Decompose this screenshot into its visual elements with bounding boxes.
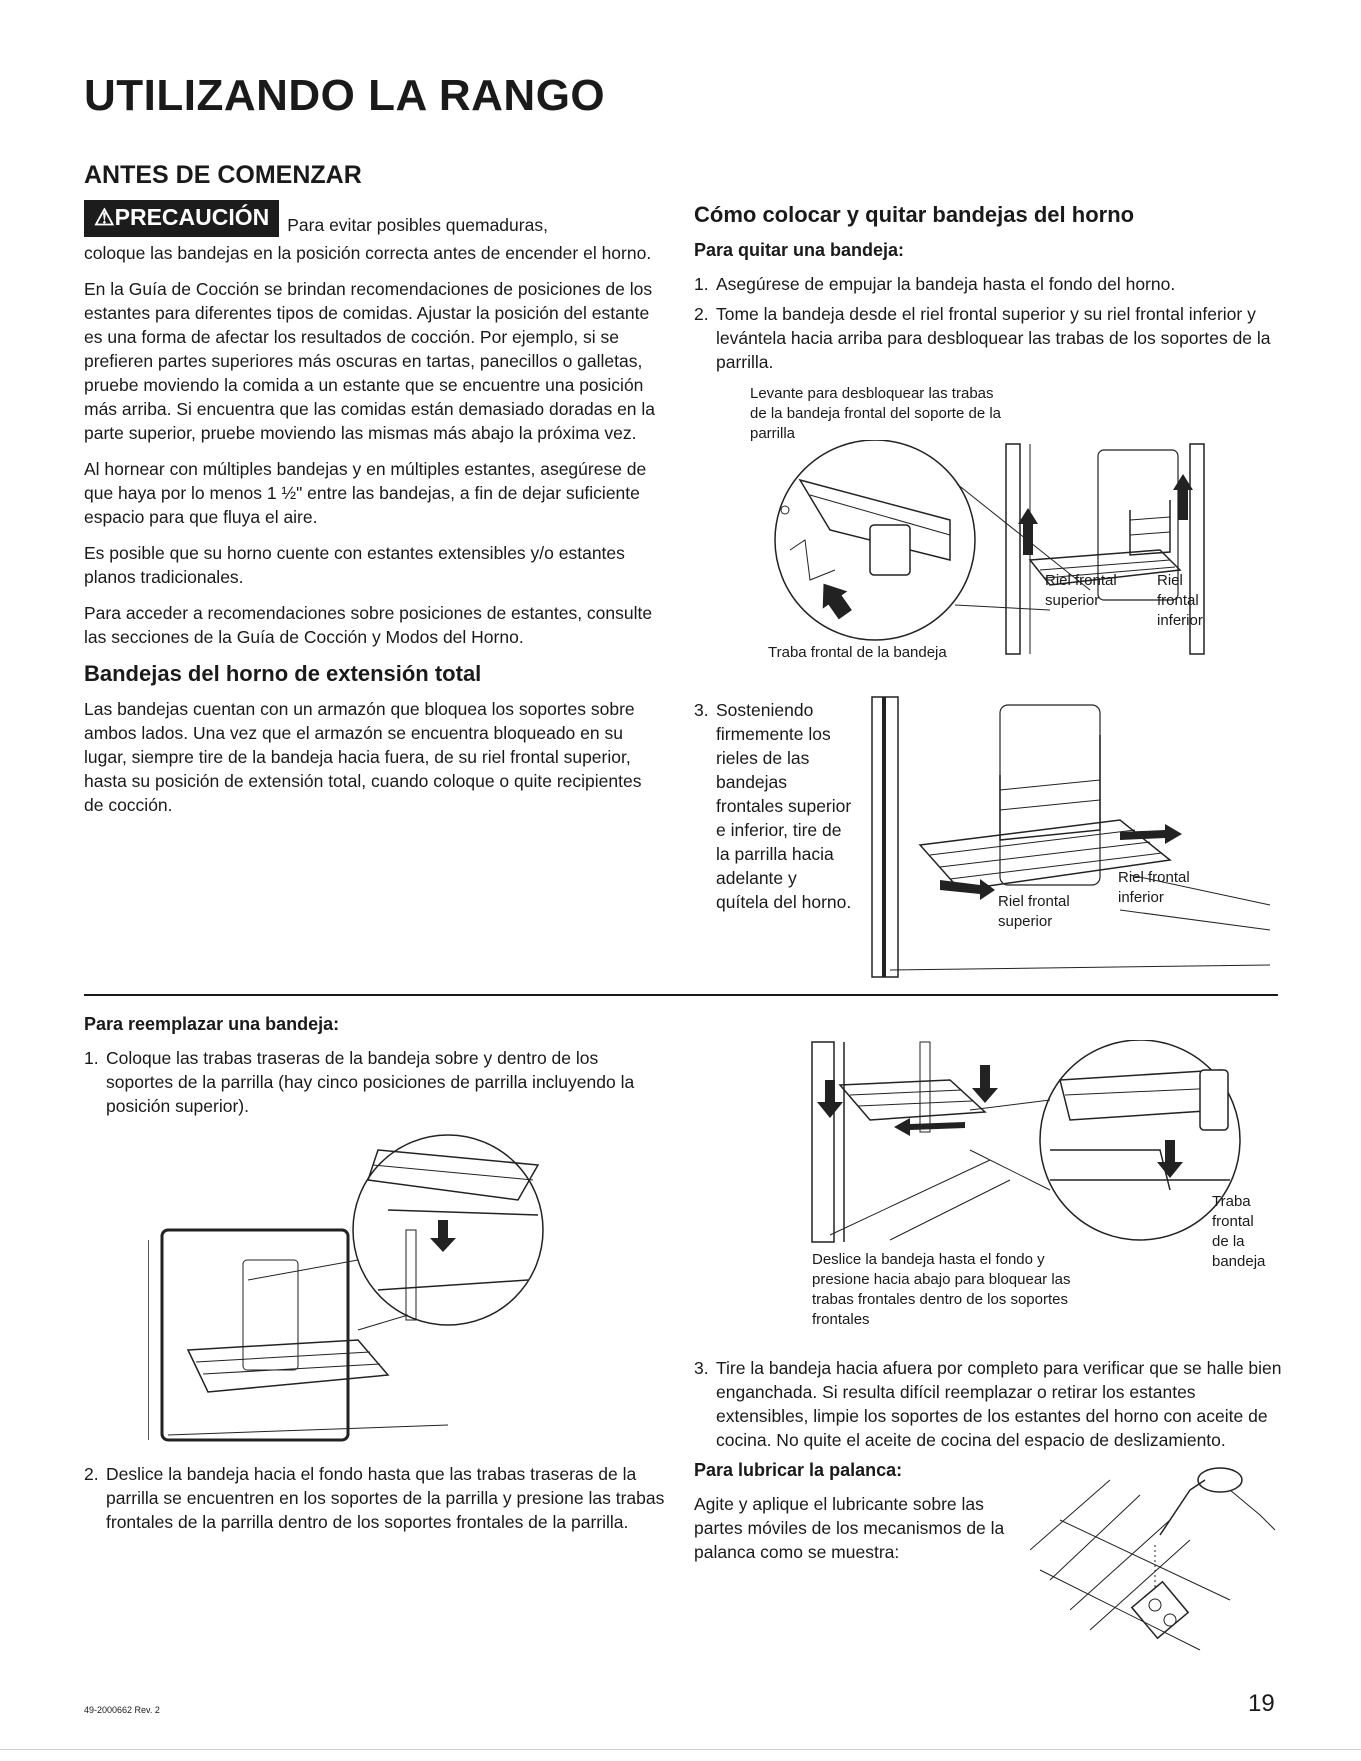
full-extension-heading: Bandejas del horno de extensión total	[84, 661, 482, 686]
figure-1-label-latch: Traba frontal de la bandeja	[768, 644, 947, 661]
paragraph-multiple-racks: Al hornear con múltiples bandejas y en múltiples estantes, asegúrese de que haya por lo menos 1 ½" entre las bandejas, a fin de dejar suficiente espacio para que fluya el aire.	[84, 459, 647, 527]
figure-4-lock-rack	[810, 1040, 1280, 1270]
section-heading: ANTES DE COMENZAR	[84, 161, 362, 189]
figure-1-remove-rack	[750, 440, 1220, 665]
caution-text-1: Para evitar posibles quemaduras,	[287, 215, 548, 235]
right-column	[694, 202, 1284, 380]
page-title: UTILIZANDO LA RANGO	[84, 71, 606, 120]
figure-1-caption: Levante para desbloquear las trabas de la bandeja frontal del soporte de la parrilla	[750, 385, 1002, 442]
figure-4-label-latch: Traba frontal de la bandeja	[1212, 1193, 1266, 1270]
remove-step-3	[694, 698, 854, 920]
figure-2-pull-rack	[870, 695, 1280, 980]
list-item: 1. Coloque las trabas traseras de la bandeja sobre y dentro de los soportes de la parrilla (hay cinco posiciones de parrilla incluyendo la posición superior).	[84, 1047, 635, 1116]
paragraph-recommendations: Para acceder a recomendaciones sobre posiciones de estantes, consulte las secciones de la Guía de Cocción y Modos del Horno.	[84, 603, 653, 647]
section-divider	[84, 994, 1278, 996]
caution-badge: ⚠PRECAUCIÓN	[84, 200, 279, 237]
list-item: 3. Sosteniendo firmemente los rieles de las bandejas frontales superior e inferior, tire de la parrilla hacia adelante y quítela del horno.	[694, 700, 852, 912]
lubricate-text: Agite y aplique el lubricante sobre las partes móviles de los mecanismos de la palanca como se muestra:	[694, 1493, 1005, 1562]
list-item: 2. Deslice la bandeja hacia el fondo hasta que las trabas traseras de la parrilla se encuentren en los soportes de la parrilla y presione las trabas frontales de la parrilla dentro de los soportes frontales de la parrilla.	[84, 1464, 665, 1532]
replace-rack-heading: Para reemplazar una bandeja:	[84, 1014, 340, 1034]
figure-1-label-upper-rail: Riel frontal superior	[1045, 572, 1117, 609]
left-column	[84, 200, 664, 817]
page-bottom-edge	[0, 1749, 1361, 1750]
figure-1-label-lower-rail: Riel frontal inferior	[1157, 572, 1203, 629]
remove-rack-heading: Para quitar una bandeja:	[694, 240, 905, 261]
full-extension-text: Las bandejas cuentan con un armazón que bloquea los soportes sobre ambos lados. Una vez que el armazón se encuentra bloqueado en su lugar, siempre tire de la bandeja hacia fuera, de su riel frontal superior, hasta su posición de extensión total, cuando coloque o quite recipientes de cocción.	[84, 699, 642, 816]
paragraph-rack-guide: En la Guía de Cocción se brindan recomendaciones de posiciones de los estantes para diferentes tipos de comidas. Ajustar la posición del estante es una forma de afectar los resultados de cocción. Por ejemplo, si se prefieren partes superiores más oscuras en tartas, panecillos o galletas, pruebe moviendo la comida a un estante que se encuentre una posición más arriba. Si encuentra que las comidas están demasiado doradas en la parte superior, pruebe moviendo las mismas más abajo la próxima vez.	[84, 279, 656, 443]
figure-3-insert-rack	[148, 1130, 588, 1450]
lubricate-heading: Para lubricar la palanca:	[694, 1460, 903, 1480]
list-item: 2. Tome la bandeja desde el riel frontal superior y su riel frontal inferior y levántela hacia arriba para desbloquear las trabas de los soportes de la parrilla.	[694, 303, 1271, 372]
figure-2-label-upper-rail: Riel frontal superior	[998, 893, 1070, 930]
remove-steps	[694, 272, 1284, 374]
figure-4-caption: Deslice la bandeja hasta el fondo y presione hacia abajo para bloquear las trabas frontales dentro de los soportes frontales	[812, 1251, 1071, 1328]
footer-code: 49-2000662 Rev. 2	[84, 1705, 160, 1715]
figure-2-label-lower-rail: Riel frontal inferior	[1118, 869, 1190, 906]
list-item: 3. Tire la bandeja hacia afuera por completo para verificar que se halle bien enganchada. Si resulta difícil reemplazar o retirar los estantes extensibles, limpie los soportes de los estantes del horno con aceite de cocina. No quite el aceite de cocina del espacio de deslizamiento.	[694, 1358, 1282, 1450]
caution-text-2: coloque las bandejas en la posición correcta antes de encender el horno.	[84, 243, 652, 263]
replace-step-2	[84, 1462, 674, 1540]
paragraph-rack-types: Es posible que su horno cuente con estantes extensibles y/o estantes planos tradicionales.	[84, 543, 625, 587]
figure-5-lubricate-lever	[1030, 1460, 1280, 1670]
replace-rack-section	[84, 1014, 664, 1124]
list-item: 1. Asegúrese de empujar la bandeja hasta el fondo del horno.	[694, 273, 1176, 294]
page-number: 19	[1248, 1690, 1275, 1717]
rack-heading: Cómo colocar y quitar bandejas del horno	[694, 202, 1135, 227]
